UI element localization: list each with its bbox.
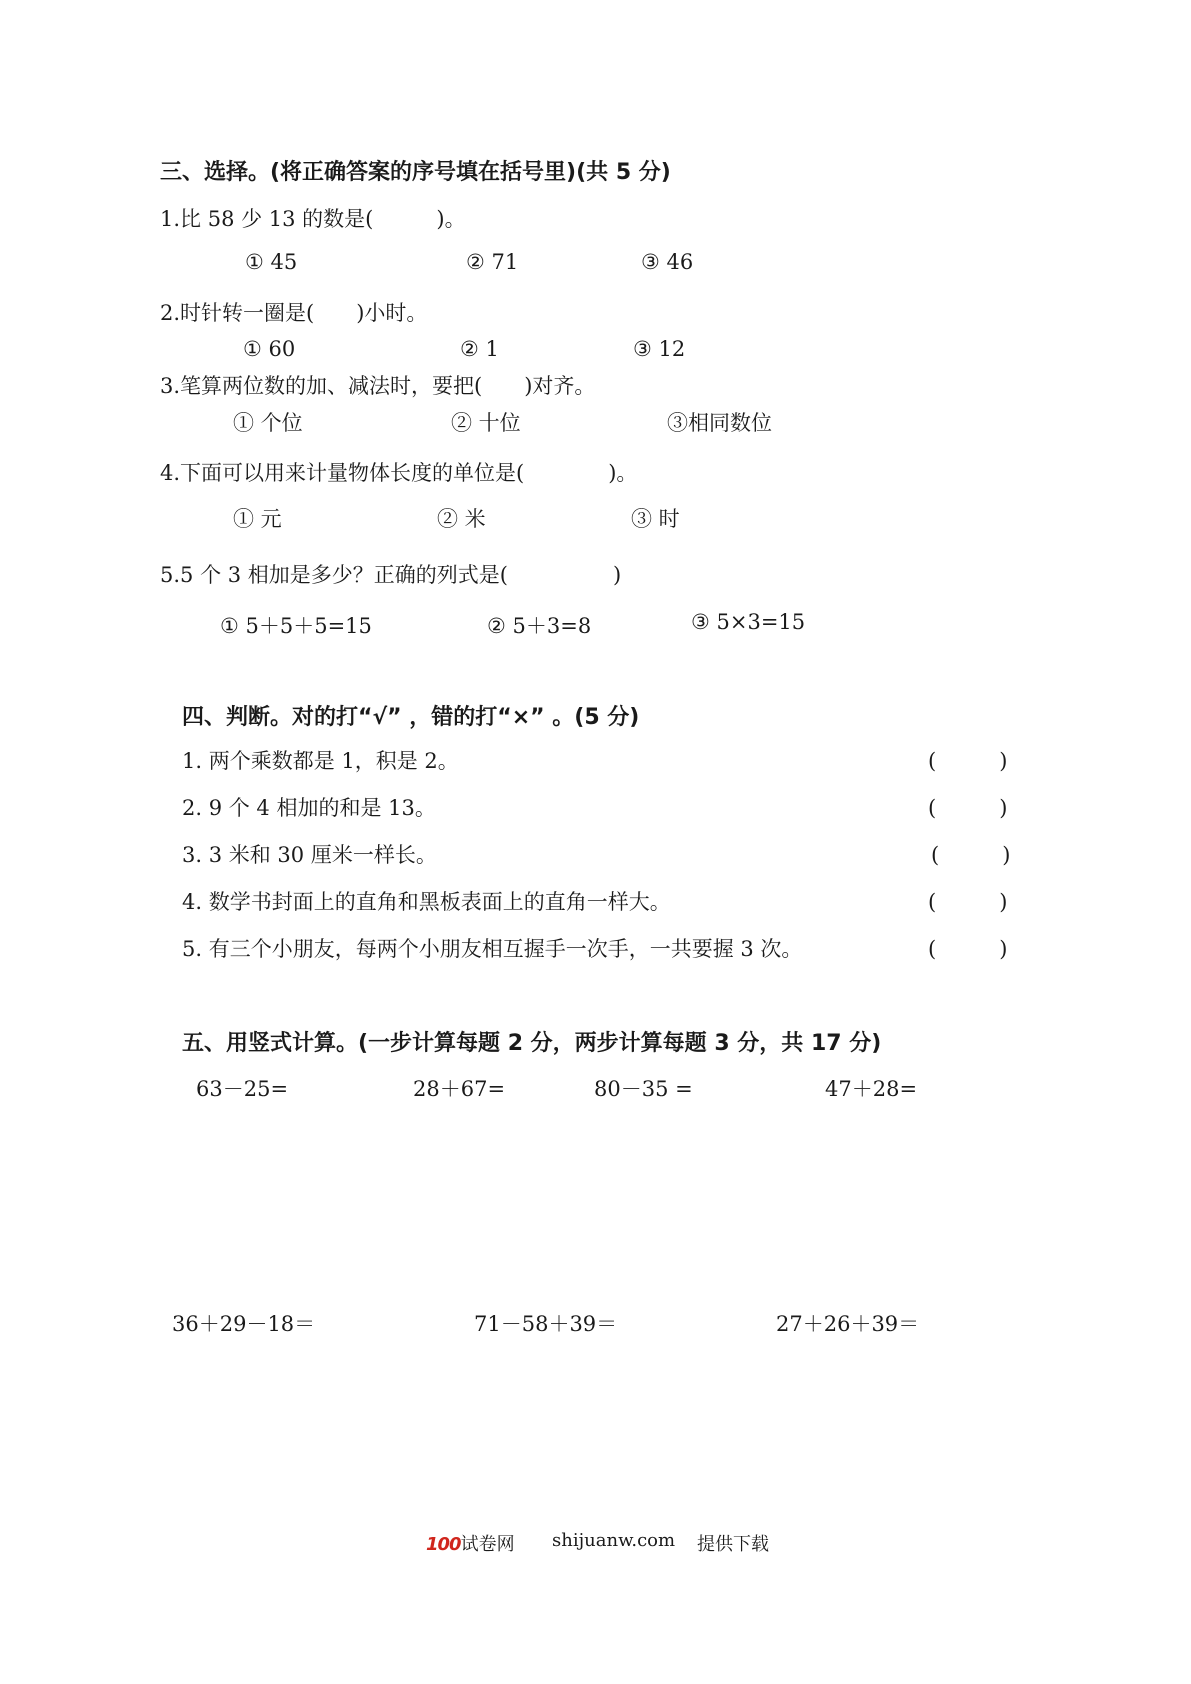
q1-option-3: ③ 46 (641, 250, 694, 274)
q2-option-1: ① 60 (243, 337, 296, 361)
q3-option-3: ③相同数位 (667, 411, 772, 435)
judge-bracket-3: ( ) (931, 843, 1011, 867)
calc-4: 47＋28= (825, 1077, 918, 1101)
judge-bracket-2: ( ) (928, 796, 1008, 820)
calc-1: 63－25= (196, 1077, 289, 1101)
question-4: 4.下面可以用来计量物体长度的单位是( )。 (160, 461, 638, 485)
footer-provide: 提供下载 (697, 1534, 769, 1555)
judge-item-1: 1. 两个乘数都是 1，积是 2。 (182, 749, 459, 773)
q3-option-2: ② 十位 (451, 411, 521, 435)
section4-heading: 四、判断。对的打“√” ，错的打“×” 。(5 分) (182, 705, 640, 730)
footer-logo (426, 1530, 515, 1556)
judge-item-2: 2. 9 个 4 相加的和是 13。 (182, 796, 436, 820)
footer-site: shijuanw.com (552, 1530, 676, 1551)
judge-bracket-4: ( ) (928, 890, 1008, 914)
calc-5: 36＋29－18＝ (172, 1312, 316, 1336)
question-1: 1.比 58 少 13 的数是( )。 (160, 207, 466, 231)
q4-option-1: ① 元 (233, 507, 282, 531)
q1-option-1: ① 45 (245, 250, 298, 274)
q2-option-2: ② 1 (460, 337, 499, 361)
section3-heading: 三、选择。(将正确答案的序号填在括号里)(共 5 分) (160, 160, 671, 185)
calc-3: 80－35 = (594, 1077, 693, 1101)
judge-item-5: 5. 有三个小朋友，每两个小朋友相互握手一次手，一共要握 3 次。 (182, 937, 803, 961)
q4-option-2: ② 米 (437, 507, 486, 531)
q5-option-2: ② 5＋3=8 (487, 614, 592, 638)
q2-option-3: ③ 12 (633, 337, 686, 361)
question-5: 5.5 个 3 相加是多少？正确的列式是( ) (160, 563, 622, 587)
q1-option-2: ② 71 (466, 250, 519, 274)
question-2: 2.时针转一圈是( )小时。 (160, 301, 428, 325)
q3-option-1: ① 个位 (233, 411, 303, 435)
q5-option-3: ③ 5×3=15 (691, 610, 806, 634)
judge-bracket-1: ( ) (928, 749, 1008, 773)
logo-100-icon: 100 (426, 1534, 461, 1555)
judge-item-4: 4. 数学书封面上的直角和黑板表面上的直角一样大。 (182, 890, 671, 914)
footer-logo-text: 试卷网 (460, 1534, 515, 1555)
calc-7: 27＋26＋39＝ (776, 1312, 920, 1336)
q4-option-3: ③ 时 (631, 507, 680, 531)
calc-6: 71－58＋39＝ (474, 1312, 618, 1336)
calc-2: 28＋67= (413, 1077, 506, 1101)
q5-option-1: ① 5＋5＋5=15 (220, 614, 372, 638)
question-3: 3.笔算两位数的加、减法时，要把( )对齐。 (160, 374, 596, 398)
judge-item-3: 3. 3 米和 30 厘米一样长。 (182, 843, 437, 867)
judge-bracket-5: ( ) (928, 937, 1008, 961)
section5-heading: 五、用竖式计算。(一步计算每题 2 分，两步计算每题 3 分，共 17 分) (182, 1031, 882, 1056)
